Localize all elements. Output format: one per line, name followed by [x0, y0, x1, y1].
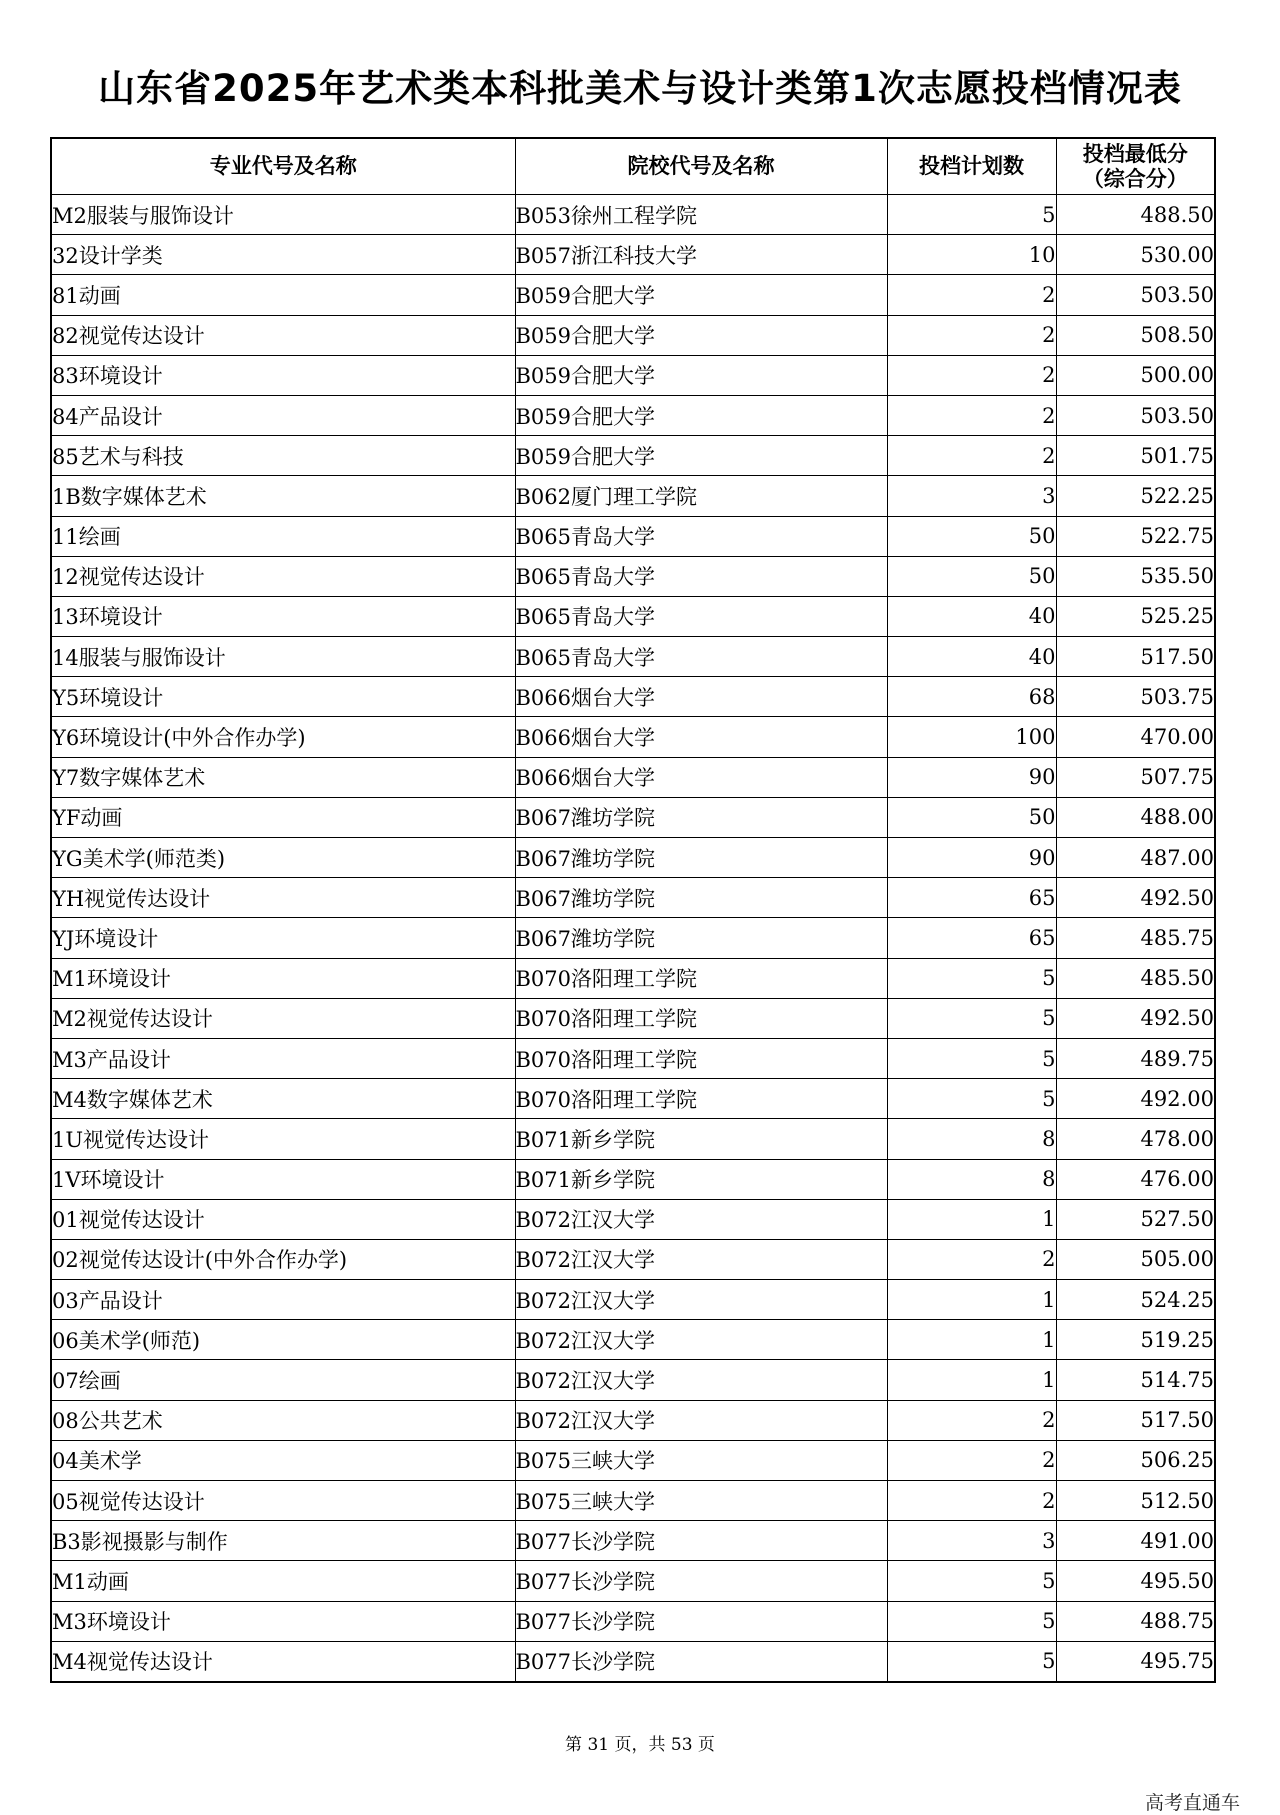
cell-major: 06美术学(师范)	[51, 1320, 515, 1360]
cell-score: 503.75	[1056, 677, 1215, 717]
cell-plan: 5	[887, 195, 1056, 235]
cell-score: 525.25	[1056, 596, 1215, 636]
cell-plan: 3	[887, 476, 1056, 516]
table-row	[51, 958, 1215, 998]
header-score	[1056, 138, 1215, 195]
cell-school: B077长沙学院	[515, 1641, 887, 1682]
cell-school: B072江汉大学	[515, 1320, 887, 1360]
cell-major: 01视觉传达设计	[51, 1199, 515, 1239]
cell-major: 32设计学类	[51, 235, 515, 275]
cell-school: B070洛阳理工学院	[515, 1038, 887, 1078]
cell-plan: 2	[887, 1440, 1056, 1480]
cell-score: 492.00	[1056, 1079, 1215, 1119]
table-row	[51, 998, 1215, 1038]
cell-score: 488.50	[1056, 195, 1215, 235]
cell-score: 470.00	[1056, 717, 1215, 757]
header-score-line2: （综合分）	[1082, 166, 1188, 191]
header-school: 院校代号及名称	[515, 138, 887, 195]
cell-school: B072江汉大学	[515, 1239, 887, 1279]
cell-school: B075三峡大学	[515, 1481, 887, 1521]
cell-plan: 5	[887, 958, 1056, 998]
cell-major: 1U视觉传达设计	[51, 1119, 515, 1159]
table-row	[51, 1440, 1215, 1480]
cell-major: 81动画	[51, 275, 515, 315]
cell-major: M1环境设计	[51, 958, 515, 998]
header-plan: 投档计划数	[887, 138, 1056, 195]
cell-school: B077长沙学院	[515, 1521, 887, 1561]
header-score-line1: 投档最低分	[1082, 141, 1188, 166]
cell-plan: 3	[887, 1521, 1056, 1561]
table-row	[51, 757, 1215, 797]
table-row	[51, 476, 1215, 516]
cell-plan: 50	[887, 516, 1056, 556]
cell-school: B057浙江科技大学	[515, 235, 887, 275]
cell-plan: 2	[887, 436, 1056, 476]
cell-plan: 90	[887, 838, 1056, 878]
cell-school: B070洛阳理工学院	[515, 958, 887, 998]
table-row	[51, 1481, 1215, 1521]
cell-score: 491.00	[1056, 1521, 1215, 1561]
cell-score: 527.50	[1056, 1199, 1215, 1239]
cell-score: 488.00	[1056, 797, 1215, 837]
cell-major: 11绘画	[51, 516, 515, 556]
cell-major: M2服装与服饰设计	[51, 195, 515, 235]
cell-score: 488.75	[1056, 1601, 1215, 1641]
cell-major: 82视觉传达设计	[51, 315, 515, 355]
page-footer: 第 31 页，共 53 页	[565, 1735, 715, 1755]
cell-school: B059合肥大学	[515, 275, 887, 315]
cell-school: B066烟台大学	[515, 677, 887, 717]
cell-plan: 1	[887, 1360, 1056, 1400]
cell-major: M4视觉传达设计	[51, 1641, 515, 1682]
cell-school: B075三峡大学	[515, 1440, 887, 1480]
cell-score: 535.50	[1056, 556, 1215, 596]
cell-school: B062厦门理工学院	[515, 476, 887, 516]
cell-major: M3产品设计	[51, 1038, 515, 1078]
cell-plan: 5	[887, 1601, 1056, 1641]
cell-major: 84产品设计	[51, 395, 515, 435]
cell-school: B071新乡学院	[515, 1119, 887, 1159]
admission-table	[50, 137, 1216, 1683]
table-row	[51, 1038, 1215, 1078]
cell-school: B067潍坊学院	[515, 918, 887, 958]
cell-major: M3环境设计	[51, 1601, 515, 1641]
cell-school: B059合肥大学	[515, 436, 887, 476]
cell-plan: 90	[887, 757, 1056, 797]
cell-major: 08公共艺术	[51, 1400, 515, 1440]
cell-major: 04美术学	[51, 1440, 515, 1480]
cell-plan: 68	[887, 677, 1056, 717]
cell-school: B053徐州工程学院	[515, 195, 887, 235]
cell-school: B067潍坊学院	[515, 797, 887, 837]
table-row	[51, 1360, 1215, 1400]
cell-plan: 8	[887, 1159, 1056, 1199]
cell-plan: 5	[887, 1641, 1056, 1682]
cell-score: 522.25	[1056, 476, 1215, 516]
cell-score: 522.75	[1056, 516, 1215, 556]
cell-plan: 2	[887, 1239, 1056, 1279]
cell-major: YF动画	[51, 797, 515, 837]
cell-school: B066烟台大学	[515, 717, 887, 757]
cell-plan: 8	[887, 1119, 1056, 1159]
cell-plan: 65	[887, 918, 1056, 958]
cell-major: YH视觉传达设计	[51, 878, 515, 918]
cell-score: 517.50	[1056, 637, 1215, 677]
cell-plan: 40	[887, 596, 1056, 636]
cell-major: 02视觉传达设计(中外合作办学)	[51, 1239, 515, 1279]
table-row	[51, 637, 1215, 677]
cell-school: B070洛阳理工学院	[515, 1079, 887, 1119]
table-row	[51, 556, 1215, 596]
cell-school: B059合肥大学	[515, 395, 887, 435]
table-row	[51, 677, 1215, 717]
cell-plan: 100	[887, 717, 1056, 757]
cell-score: 503.50	[1056, 275, 1215, 315]
table-row	[51, 395, 1215, 435]
table-row	[51, 1239, 1215, 1279]
table-row	[51, 275, 1215, 315]
cell-score: 524.25	[1056, 1280, 1215, 1320]
cell-score: 485.50	[1056, 958, 1215, 998]
watermark: 高考直通车	[1144, 1792, 1240, 1814]
cell-score: 485.75	[1056, 918, 1215, 958]
cell-score: 519.25	[1056, 1320, 1215, 1360]
cell-school: B065青岛大学	[515, 596, 887, 636]
cell-major: Y5环境设计	[51, 677, 515, 717]
cell-plan: 2	[887, 1400, 1056, 1440]
cell-major: 1V环境设计	[51, 1159, 515, 1199]
cell-score: 514.75	[1056, 1360, 1215, 1400]
cell-score: 501.75	[1056, 436, 1215, 476]
cell-school: B067潍坊学院	[515, 838, 887, 878]
table-body	[51, 195, 1215, 1682]
cell-school: B059合肥大学	[515, 355, 887, 395]
cell-plan: 50	[887, 556, 1056, 596]
cell-plan: 10	[887, 235, 1056, 275]
table-row	[51, 355, 1215, 395]
cell-school: B077长沙学院	[515, 1561, 887, 1601]
page-title: 山东省2025年艺术类本科批美术与设计类第1次志愿投档情况表	[98, 67, 1182, 110]
cell-score: 492.50	[1056, 878, 1215, 918]
cell-school: B065青岛大学	[515, 637, 887, 677]
cell-plan: 2	[887, 395, 1056, 435]
cell-plan: 2	[887, 1481, 1056, 1521]
cell-major: 12视觉传达设计	[51, 556, 515, 596]
cell-plan: 40	[887, 637, 1056, 677]
cell-major: 85艺术与科技	[51, 436, 515, 476]
cell-school: B067潍坊学院	[515, 878, 887, 918]
cell-plan: 2	[887, 275, 1056, 315]
cell-score: 512.50	[1056, 1481, 1215, 1521]
cell-plan: 65	[887, 878, 1056, 918]
cell-major: M1动画	[51, 1561, 515, 1601]
cell-major: M4数字媒体艺术	[51, 1079, 515, 1119]
cell-major: M2视觉传达设计	[51, 998, 515, 1038]
table-row	[51, 797, 1215, 837]
table-row	[51, 195, 1215, 235]
table-row	[51, 717, 1215, 757]
table-row	[51, 1119, 1215, 1159]
cell-score: 492.50	[1056, 998, 1215, 1038]
cell-plan: 5	[887, 1561, 1056, 1601]
cell-major: Y7数字媒体艺术	[51, 757, 515, 797]
table-row	[51, 838, 1215, 878]
cell-school: B059合肥大学	[515, 315, 887, 355]
cell-school: B065青岛大学	[515, 556, 887, 596]
cell-score: 489.75	[1056, 1038, 1215, 1078]
cell-score: 530.00	[1056, 235, 1215, 275]
cell-plan: 5	[887, 998, 1056, 1038]
cell-plan: 1	[887, 1280, 1056, 1320]
table-row	[51, 1561, 1215, 1601]
cell-score: 478.00	[1056, 1119, 1215, 1159]
cell-school: B072江汉大学	[515, 1199, 887, 1239]
cell-plan: 5	[887, 1038, 1056, 1078]
cell-score: 495.50	[1056, 1561, 1215, 1601]
header-major: 专业代号及名称	[51, 138, 515, 195]
cell-major: B3影视摄影与制作	[51, 1521, 515, 1561]
cell-score: 500.00	[1056, 355, 1215, 395]
cell-plan: 2	[887, 355, 1056, 395]
table-row	[51, 1079, 1215, 1119]
cell-major: 07绘画	[51, 1360, 515, 1400]
cell-score: 507.75	[1056, 757, 1215, 797]
table-row	[51, 235, 1215, 275]
table-row	[51, 315, 1215, 355]
cell-score: 506.25	[1056, 1440, 1215, 1480]
table-row	[51, 596, 1215, 636]
cell-score: 476.00	[1056, 1159, 1215, 1199]
cell-school: B072江汉大学	[515, 1400, 887, 1440]
cell-major: 83环境设计	[51, 355, 515, 395]
table-row	[51, 1280, 1215, 1320]
cell-major: YG美术学(师范类)	[51, 838, 515, 878]
cell-major: Y6环境设计(中外合作办学)	[51, 717, 515, 757]
cell-major: 05视觉传达设计	[51, 1481, 515, 1521]
cell-school: B072江汉大学	[515, 1360, 887, 1400]
cell-school: B065青岛大学	[515, 516, 887, 556]
table-row	[51, 1159, 1215, 1199]
cell-plan: 1	[887, 1320, 1056, 1360]
table-header-row	[51, 138, 1215, 195]
table-row	[51, 1199, 1215, 1239]
table-row	[51, 1320, 1215, 1360]
cell-plan: 2	[887, 315, 1056, 355]
cell-plan: 5	[887, 1079, 1056, 1119]
table-row	[51, 436, 1215, 476]
cell-major: 13环境设计	[51, 596, 515, 636]
table-row	[51, 878, 1215, 918]
cell-score: 487.00	[1056, 838, 1215, 878]
cell-score: 503.50	[1056, 395, 1215, 435]
cell-school: B066烟台大学	[515, 757, 887, 797]
cell-score: 508.50	[1056, 315, 1215, 355]
cell-plan: 1	[887, 1199, 1056, 1239]
table-row	[51, 1400, 1215, 1440]
table-row	[51, 516, 1215, 556]
cell-major: 03产品设计	[51, 1280, 515, 1320]
table-row	[51, 1641, 1215, 1682]
cell-school: B072江汉大学	[515, 1280, 887, 1320]
table-row	[51, 1601, 1215, 1641]
cell-plan: 50	[887, 797, 1056, 837]
cell-score: 495.75	[1056, 1641, 1215, 1682]
cell-score: 517.50	[1056, 1400, 1215, 1440]
cell-major: 1B数字媒体艺术	[51, 476, 515, 516]
cell-score: 505.00	[1056, 1239, 1215, 1279]
cell-major: 14服装与服饰设计	[51, 637, 515, 677]
cell-school: B071新乡学院	[515, 1159, 887, 1199]
cell-school: B070洛阳理工学院	[515, 998, 887, 1038]
cell-major: YJ环境设计	[51, 918, 515, 958]
table-row	[51, 918, 1215, 958]
cell-school: B077长沙学院	[515, 1601, 887, 1641]
table-row	[51, 1521, 1215, 1561]
